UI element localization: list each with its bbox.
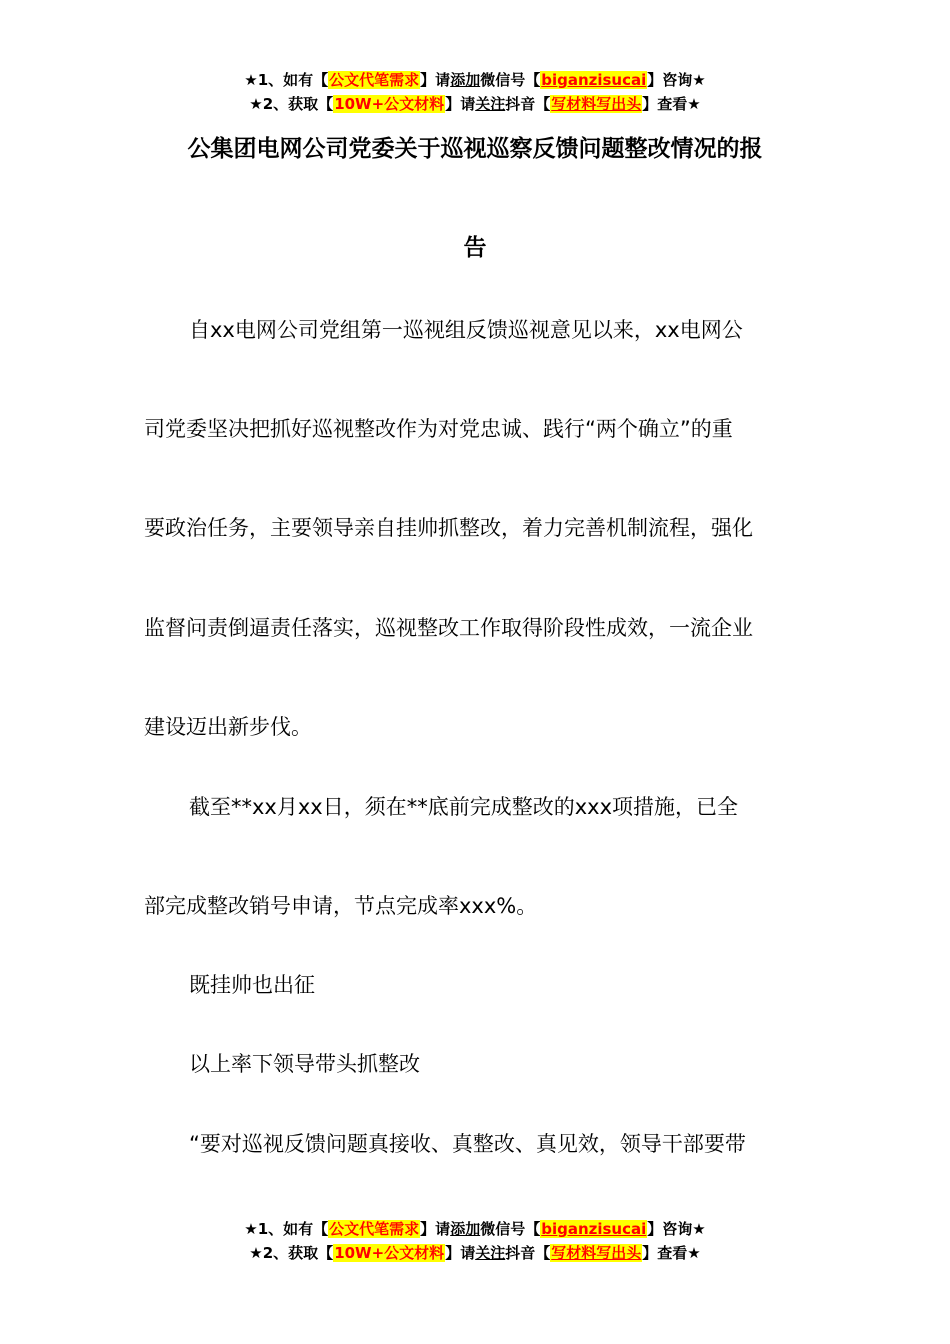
banner-text: 抖音【	[505, 95, 551, 113]
body-line: “要对巡视反馈问题真接收、真整改、真见效，领导干部要带	[189, 1132, 746, 1156]
body-line: 司党委坚决把抓好巡视整改作为对党忠诚、践行“两个确立”的重	[144, 417, 733, 441]
emphasis-text: 添加	[450, 71, 481, 89]
banner-text: ★2、获取【	[249, 1244, 334, 1262]
highlight-text: 10W+公文材料	[334, 1244, 445, 1262]
body-line: 建设迈出新步伐。	[144, 715, 312, 739]
banner-text: 】查看★	[642, 95, 701, 113]
emphasis-text: 关注	[475, 1244, 506, 1262]
wechat-id: biganzisucai	[541, 1220, 647, 1238]
banner-line-1	[0, 1217, 950, 1241]
banner-text: 】查看★	[642, 1244, 701, 1262]
banner-text: ★1、如有【	[244, 1220, 329, 1238]
highlight-text: 10W+公文材料	[334, 95, 445, 113]
top-banner	[0, 68, 950, 116]
banner-text: 】请	[420, 71, 451, 89]
body-line: 监督问责倒逼责任落实，巡视整改工作取得阶段性成效，一流企业	[144, 616, 753, 640]
banner-text: 微信号【	[480, 71, 541, 89]
body-line: 部完成整改销号申请，节点完成率xxx%。	[144, 894, 538, 918]
banner-text: 】请	[445, 95, 476, 113]
banner-line-1	[0, 68, 950, 92]
banner-line-2	[0, 1241, 950, 1265]
banner-text: ★1、如有【	[244, 71, 329, 89]
wechat-id: biganzisucai	[541, 71, 647, 89]
banner-text: 抖音【	[505, 1244, 551, 1262]
document-title: 公集团电网公司党委关于巡视巡察反馈问题整改情况的报	[187, 136, 763, 162]
emphasis-text: 关注	[475, 95, 506, 113]
banner-text: 】咨询★	[647, 71, 706, 89]
emphasis-text: 添加	[450, 1220, 481, 1238]
douyin-account: 写材料写出头	[551, 95, 642, 113]
body-line: 要政治任务，主要领导亲自挂帅抓整改，着力完善机制流程，强化	[144, 516, 753, 540]
document-title-continued: 告	[463, 235, 487, 261]
highlight-text: 公文代笔需求	[329, 1220, 420, 1238]
douyin-account: 写材料写出头	[551, 1244, 642, 1262]
banner-text: 微信号【	[480, 1220, 541, 1238]
banner-line-2	[0, 92, 950, 116]
banner-text: ★2、获取【	[249, 95, 334, 113]
section-subheading: 以上率下领导带头抓整改	[189, 1052, 420, 1076]
highlight-text: 公文代笔需求	[329, 71, 420, 89]
body-line: 截至**xx月xx日，须在**底前完成整改的xxx项措施，已全	[189, 795, 738, 819]
banner-text: 】请	[445, 1244, 476, 1262]
banner-text: 】请	[420, 1220, 451, 1238]
body-line: 自xx电网公司党组第一巡视组反馈巡视意见以来，xx电网公	[189, 318, 743, 342]
banner-text: 】咨询★	[647, 1220, 706, 1238]
bottom-banner	[0, 1217, 950, 1265]
section-heading: 既挂帅也出征	[189, 973, 315, 997]
